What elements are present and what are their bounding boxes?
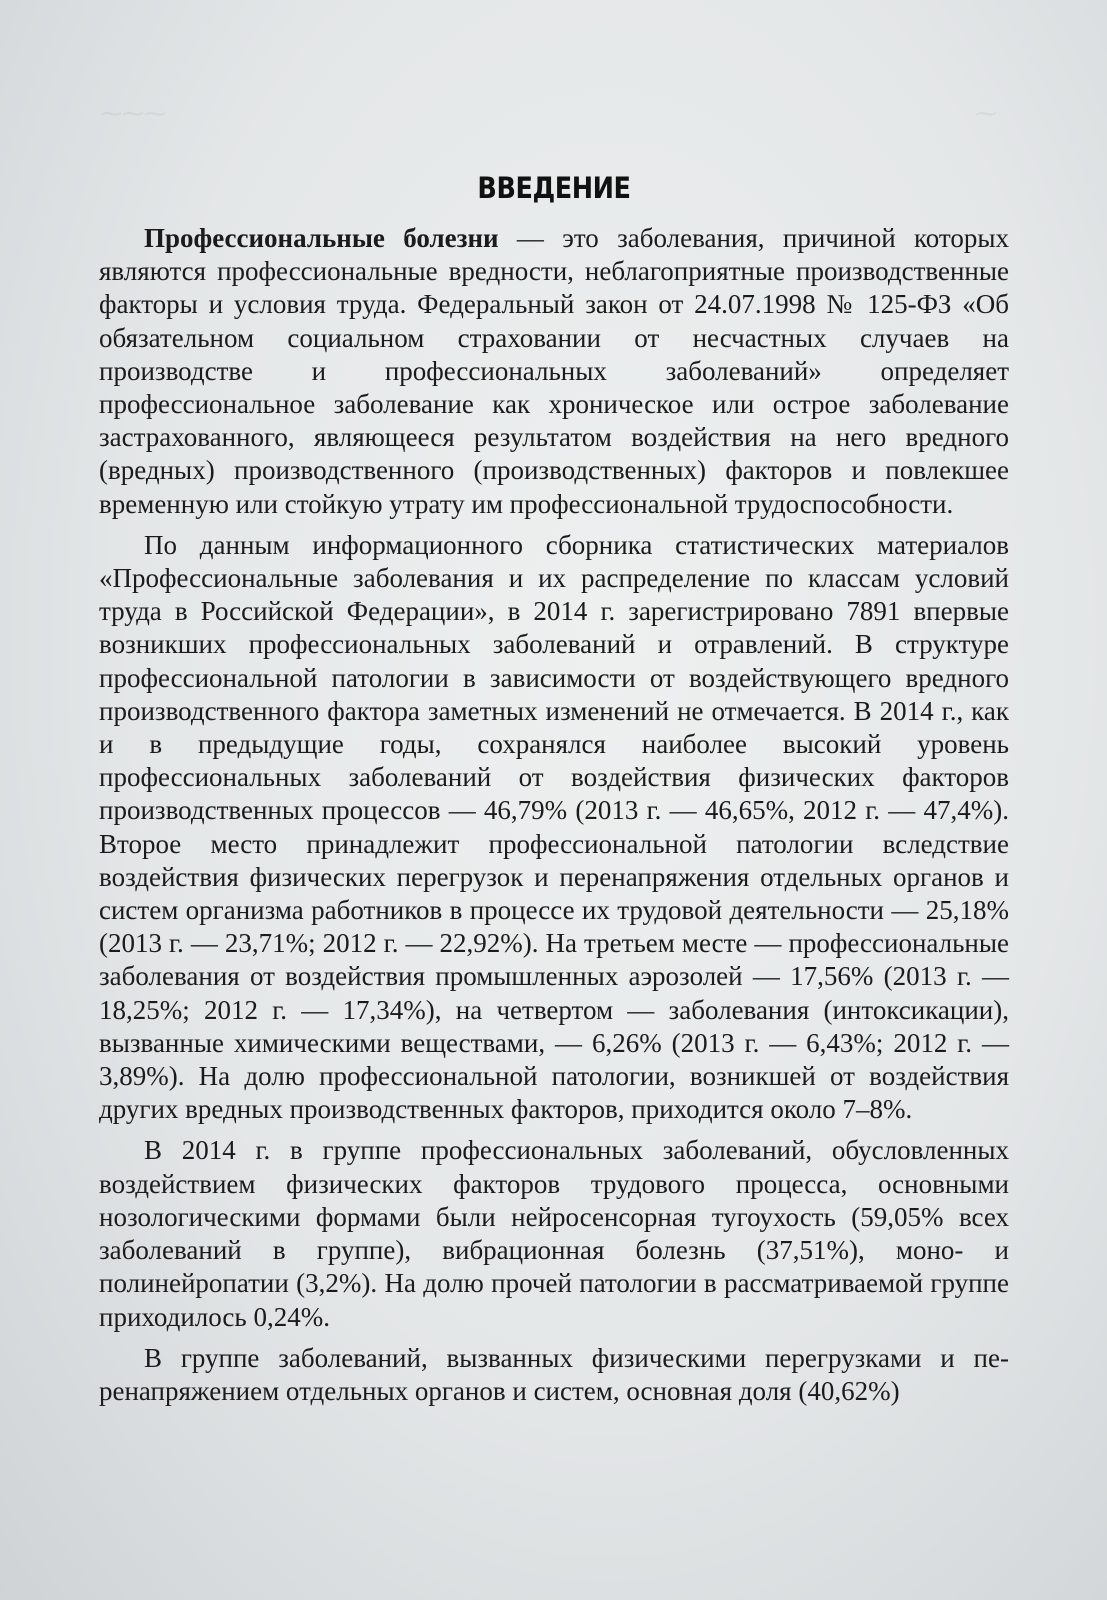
show-through-mark: ⁓⁓⁓ <box>100 102 166 127</box>
paragraph-overload: В группе заболеваний, вызванных физическими перегрузками и перенапряжением отдельных органов и систем, основная доля (40,62%) <box>99 1342 1009 1406</box>
paragraph-statistics: По данным информационного сборника статистических материалов «Профессиональные заболевания и их распределение по классам условий труда в Российской Федерации», в 2014 г. зарегистрировано 7891 впервые возникших профессиональных заболеваний и отравлений. В структуре профессиональной патологии в зависимости от воздействующего вредного производственного фактора заметных изменений не отмечается. В 2014 г., как и в предыдущие годы, сохранялся наиболее высокий уровень профессиональных заболеваний от воздействия физических факторов производственных процессов — 46,79% (2013 г. — 46,65%, 2012 г. — 47,4%). Второе место принадлежит профессиональной патологии вследствие воздействия физических перегрузок и перенапряжения отдельных органов и систем организма работников в процессе их трудовой деятельности — 25,18% (2013 г. — 23,71%; 2012 г. — 22,92%). На третьем месте — профессиональные заболевания от воздействия промышленных аэрозолей — 17,56% (2013 г. — 18,25%; 2012 г. — 17,34%), на четвертом — заболевания (интоксикации), вызванные химическими веществами, — 6,26% (2013 г. — 6,43%; 2012 г. — 3,89%). На долю профессиональной патологии, возникшей от воздействия других вредных производственных факторов, приходится около 7–8%. <box>99 529 1009 1125</box>
page-content <box>99 168 1009 1416</box>
defined-term: Профессиональные болезни <box>144 223 499 253</box>
paragraph-physical-factors: В 2014 г. в группе профессиональных заболеваний, обусловленных воздействием физических факторов трудового процесса, основными нозологическими формами были нейросенсорная тугоухость (59,05% всех заболеваний в группе), вибрационная болезнь (37,51%), моно- и полинейропатии (3,2%). На долю прочей патологии в рассматриваемой группе приходилось 0,24%. <box>99 1135 1009 1332</box>
paragraph-text: — это заболевания, причиной которых являются профессиональные вредности, неблагоприятные производственные факторы и условия труда. Федеральный закон от 24.07.1998 № 125-ФЗ «Об обязательном социальном страховании от несчастных случаев на производстве и профессиональных заболеваний» определяет профессиональное заболевание как хроническое или острое заболевание застрахованного, являющееся результатом воздействия на него вредного (вредных) производственного (производственных) факторов и повлекшее временную или стойкую утрату им профессиональной трудоспособности. <box>99 223 1009 519</box>
show-through-mark: ⁓ <box>975 102 997 127</box>
page-title: ВВЕДЕНИЕ <box>477 171 631 205</box>
paragraph-definition <box>99 222 1009 521</box>
